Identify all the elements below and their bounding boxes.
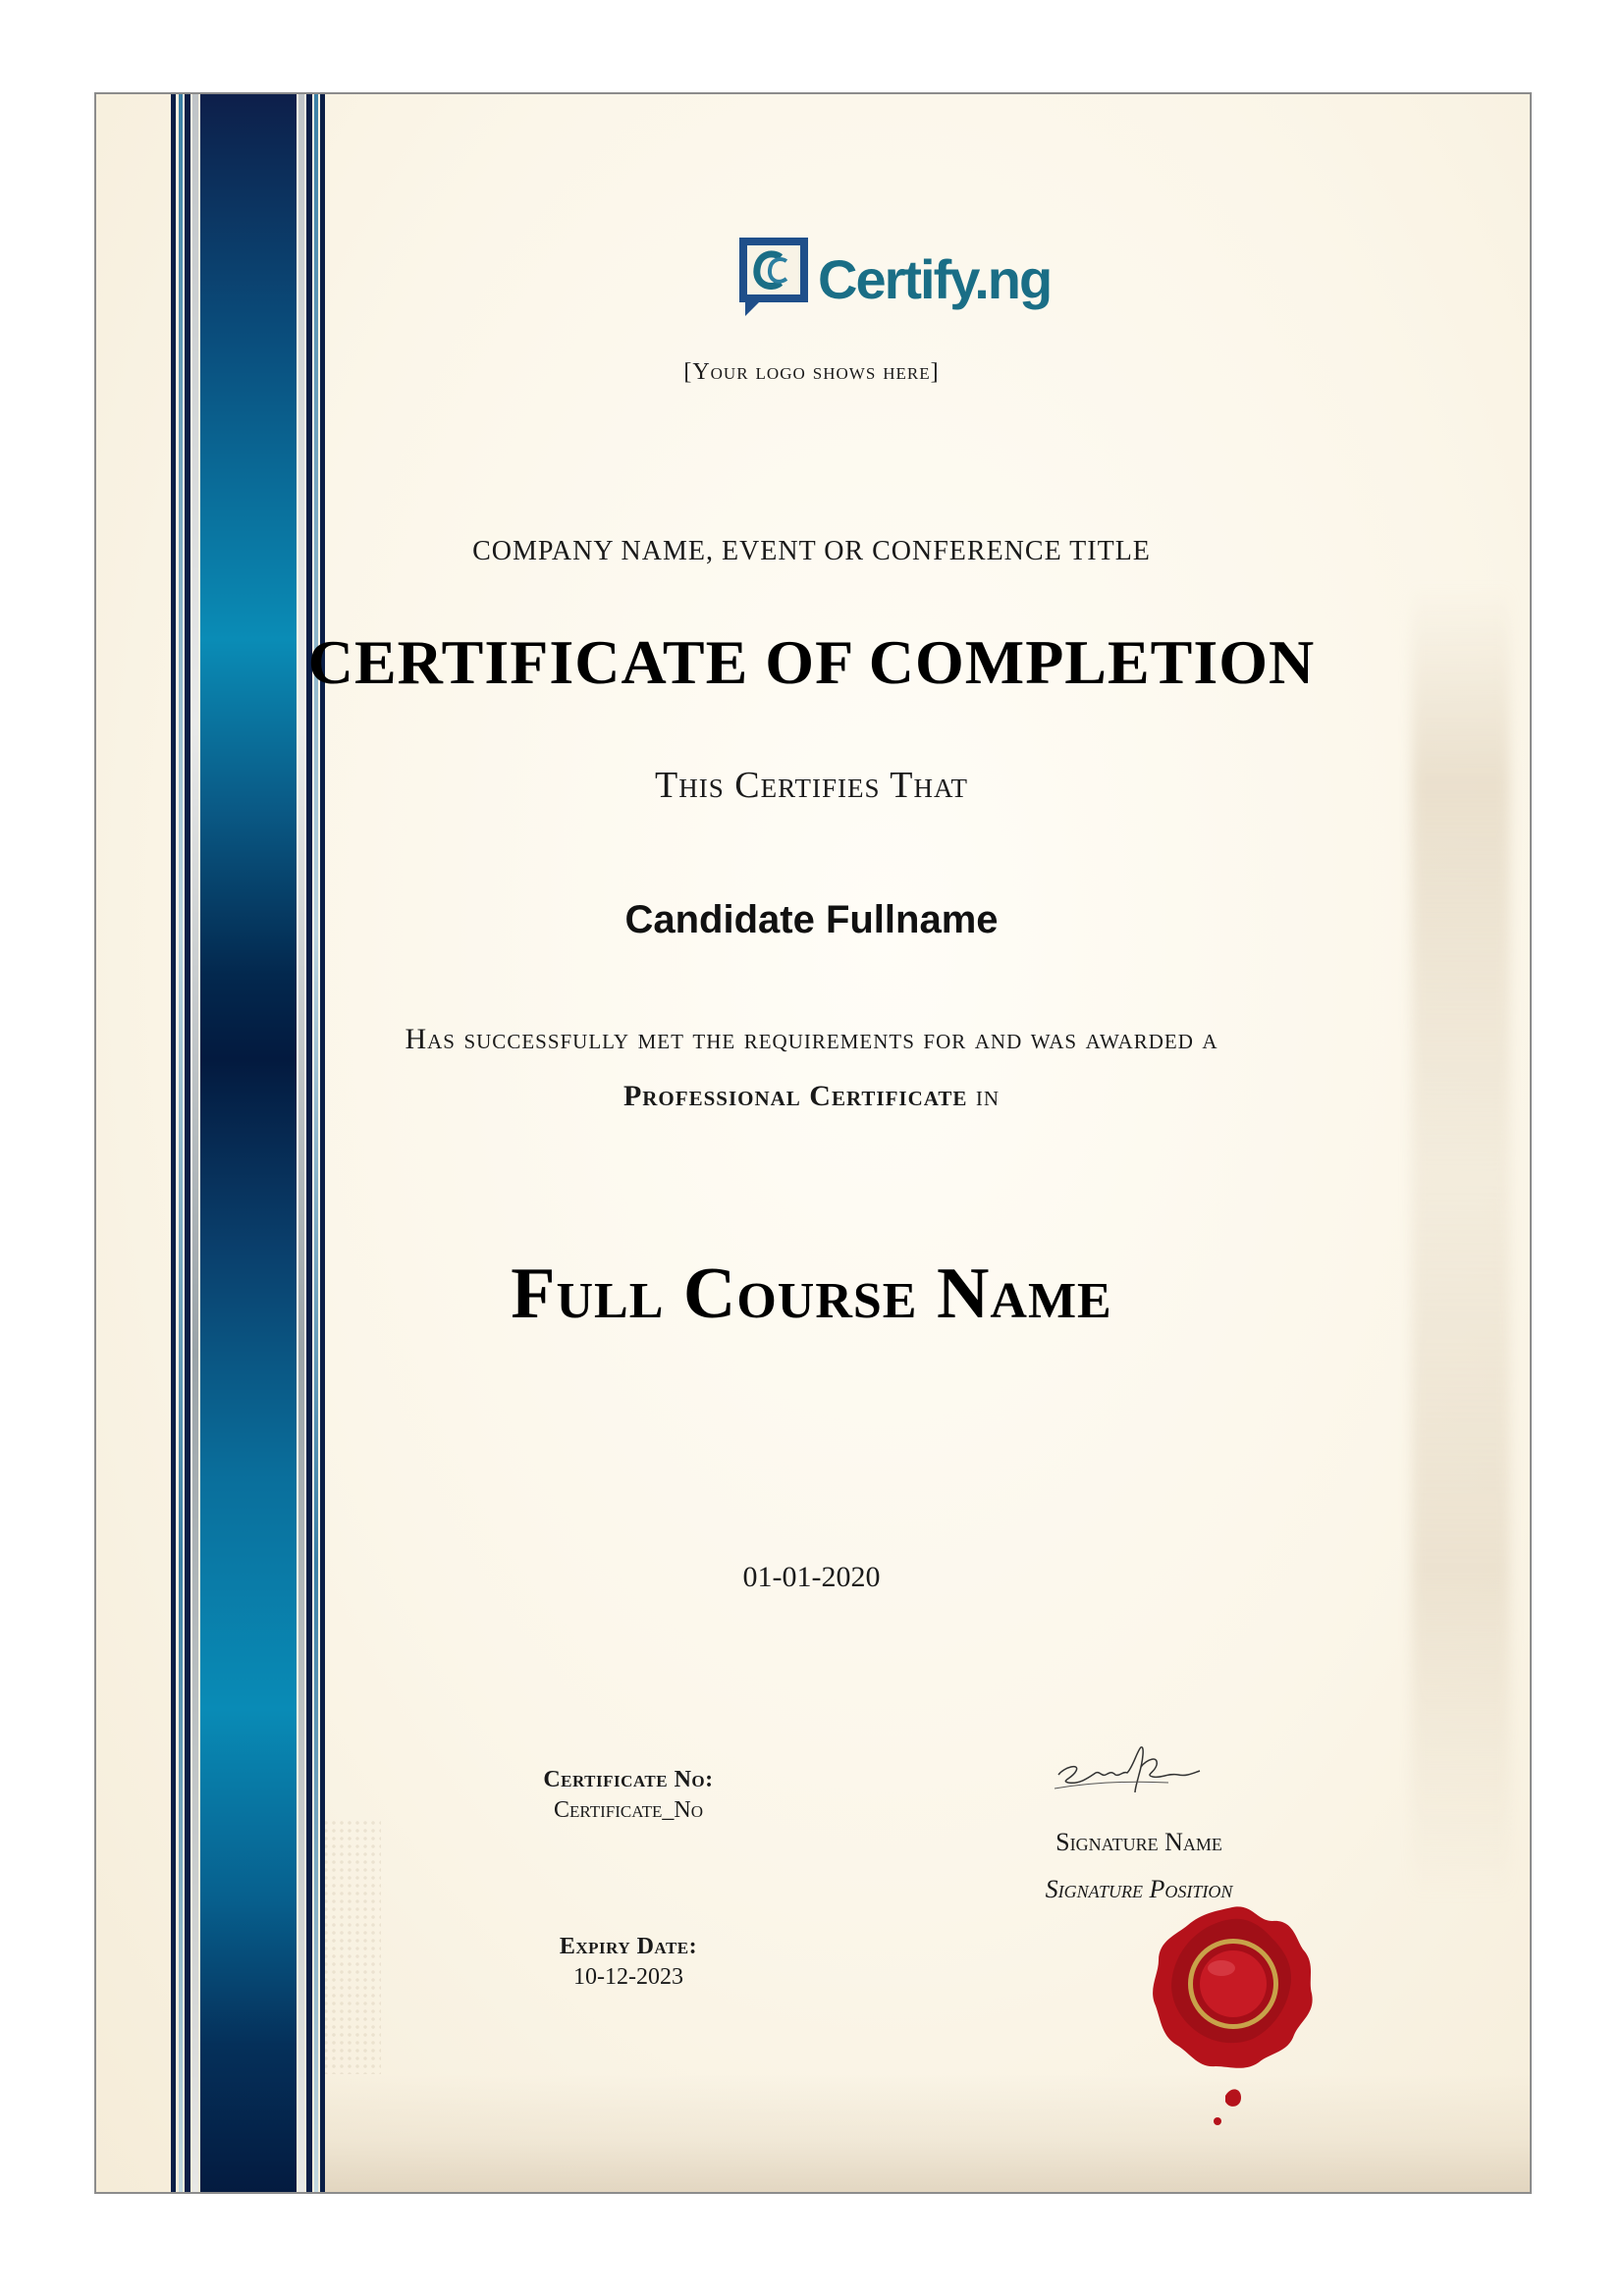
ribbon-stripe <box>192 94 198 2192</box>
ribbon-stripe <box>179 94 183 2192</box>
certificate-title: CERTIFICATE OF COMPLETION <box>307 627 1316 697</box>
logo-placeholder-note: [Your logo shows here] <box>683 359 940 385</box>
candidate-name: Candidate Fullname <box>624 898 999 941</box>
ribbon-stripe <box>298 94 304 2192</box>
signature-image <box>1051 1737 1208 1796</box>
certificate-number-value: Certificate_No <box>554 1797 703 1823</box>
company-title: COMPANY NAME, EVENT OR CONFERENCE TITLE <box>472 536 1151 566</box>
certificate-number <box>471 1767 785 1824</box>
signature-name: Signature Name <box>1055 1828 1222 1856</box>
expiry-date-value: 10-12-2023 <box>573 1964 683 1990</box>
certifies-line: This Certifies That <box>655 765 968 806</box>
signature-position: Signature Position <box>1045 1875 1233 1903</box>
ribbon-stripe <box>171 94 176 2192</box>
ribbon-stripe <box>306 94 312 2192</box>
expiry-date-label: Expiry Date: <box>559 1934 698 1959</box>
course-name: Full Course Name <box>511 1254 1112 1334</box>
wax-seal-icon <box>1147 1899 1318 2135</box>
certify-logo-icon <box>737 234 816 328</box>
requirements-line: Has successfully met the requirements for and was awarded a <box>405 1023 1218 1055</box>
ribbon-stripe <box>185 94 190 2192</box>
halftone-texture <box>322 1819 381 2074</box>
logo <box>737 234 1052 328</box>
ribbon-stripe <box>314 94 318 2192</box>
logo-text: Certify.ng <box>818 248 1052 310</box>
ribbon-band <box>171 94 326 2192</box>
expiry-date <box>471 1934 785 1991</box>
award-line <box>0 1080 1623 1113</box>
award-suffix: in <box>967 1080 1001 1112</box>
certificate <box>94 92 1532 2194</box>
grunge-texture-bottom <box>322 2074 1530 2192</box>
certificate-number-label: Certificate No: <box>543 1767 714 1792</box>
ribbon-stripe <box>320 94 325 2192</box>
ribbon-main <box>200 94 297 2192</box>
issue-date: 01-01-2020 <box>742 1561 881 1593</box>
award-type: Professional Certificate <box>622 1080 968 1112</box>
